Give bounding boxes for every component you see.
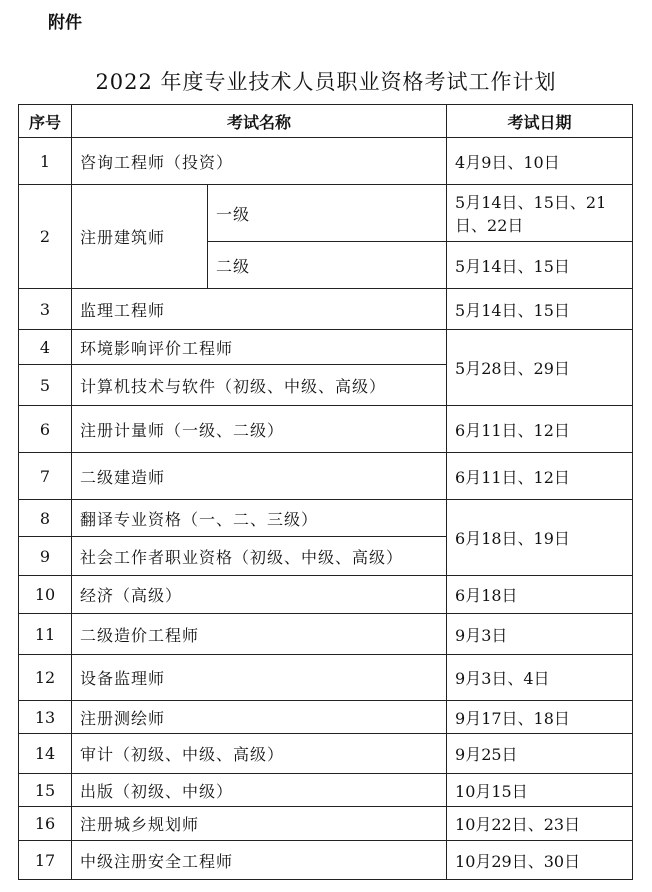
row-no: 10 (19, 576, 72, 614)
exam-name: 注册测绘师 (72, 701, 447, 734)
exam-date: 6月11日、12日 (447, 453, 633, 500)
header-date: 考试日期 (447, 105, 633, 138)
exam-date: 6月18日、19日 (447, 500, 633, 576)
exam-date: 9月3日、4日 (447, 655, 633, 701)
table-row (19, 734, 633, 774)
exam-name: 中级注册安全工程师 (72, 841, 447, 880)
table-row (19, 807, 633, 841)
exam-date: 5月28日、29日 (447, 330, 633, 406)
table-row (19, 138, 633, 185)
table-row (19, 841, 633, 880)
exam-date: 9月25日 (447, 734, 633, 774)
header-name: 考试名称 (72, 105, 447, 138)
exam-date: 10月22日、23日 (447, 807, 633, 841)
row-no: 12 (19, 655, 72, 701)
row-no: 6 (19, 406, 72, 453)
document-title: 2022 年度专业技术人员职业资格考试工作计划 (95, 70, 557, 94)
exam-name: 注册建筑师 (72, 185, 208, 289)
exam-date: 9月3日 (447, 614, 633, 655)
row-no: 9 (19, 537, 72, 576)
table-row (19, 289, 633, 330)
row-no: 8 (19, 500, 72, 537)
exam-date: 6月18日 (447, 576, 633, 614)
exam-level: 二级 (208, 242, 447, 289)
attachment-label: 附件 (48, 13, 82, 33)
exam-name: 注册计量师（一级、二级） (72, 406, 447, 453)
row-no: 11 (19, 614, 72, 655)
exam-date: 10月15日 (447, 774, 633, 807)
exam-date: 5月14日、15日 (447, 289, 633, 330)
row-no: 3 (19, 289, 72, 330)
exam-date: 9月17日、18日 (447, 701, 633, 734)
row-no: 13 (19, 701, 72, 734)
exam-name: 计算机技术与软件（初级、中级、高级） (72, 365, 447, 406)
exam-name: 出版（初级、中级） (72, 774, 447, 807)
exam-name: 二级造价工程师 (72, 614, 447, 655)
table-row (19, 406, 633, 453)
exam-name: 二级建造师 (72, 453, 447, 500)
exam-date: 5月14日、15日 (447, 242, 633, 289)
row-no: 14 (19, 734, 72, 774)
table-row (19, 774, 633, 807)
row-no: 5 (19, 365, 72, 406)
table-row (19, 500, 633, 537)
exam-name: 经济（高级） (72, 576, 447, 614)
table-row (19, 614, 633, 655)
exam-name: 审计（初级、中级、高级） (72, 734, 447, 774)
row-no: 16 (19, 807, 72, 841)
row-no: 2 (19, 185, 72, 289)
row-no: 4 (19, 330, 72, 365)
exam-level: 一级 (208, 185, 447, 242)
exam-date: 5月14日、15日、21日、22日 (447, 185, 633, 242)
exam-name: 设备监理师 (72, 655, 447, 701)
exam-name: 监理工程师 (72, 289, 447, 330)
exam-name: 翻译专业资格（一、二、三级） (72, 500, 447, 537)
row-no: 15 (19, 774, 72, 807)
table-row (19, 185, 633, 242)
table-row (19, 701, 633, 734)
table-row (19, 330, 633, 365)
row-no: 1 (19, 138, 72, 185)
exam-name: 社会工作者职业资格（初级、中级、高级） (72, 537, 447, 576)
row-no: 17 (19, 841, 72, 880)
header-no: 序号 (19, 105, 72, 138)
exam-date: 10月29日、30日 (447, 841, 633, 880)
table-header-row (19, 105, 633, 138)
table-row (19, 655, 633, 701)
table-row (19, 576, 633, 614)
row-no: 7 (19, 453, 72, 500)
exam-date: 4月9日、10日 (447, 138, 633, 185)
exam-date: 6月11日、12日 (447, 406, 633, 453)
exam-schedule-table (18, 104, 633, 880)
exam-name: 咨询工程师（投资） (72, 138, 447, 185)
table-row (19, 453, 633, 500)
exam-name: 环境影响评价工程师 (72, 330, 447, 365)
exam-name: 注册城乡规划师 (72, 807, 447, 841)
